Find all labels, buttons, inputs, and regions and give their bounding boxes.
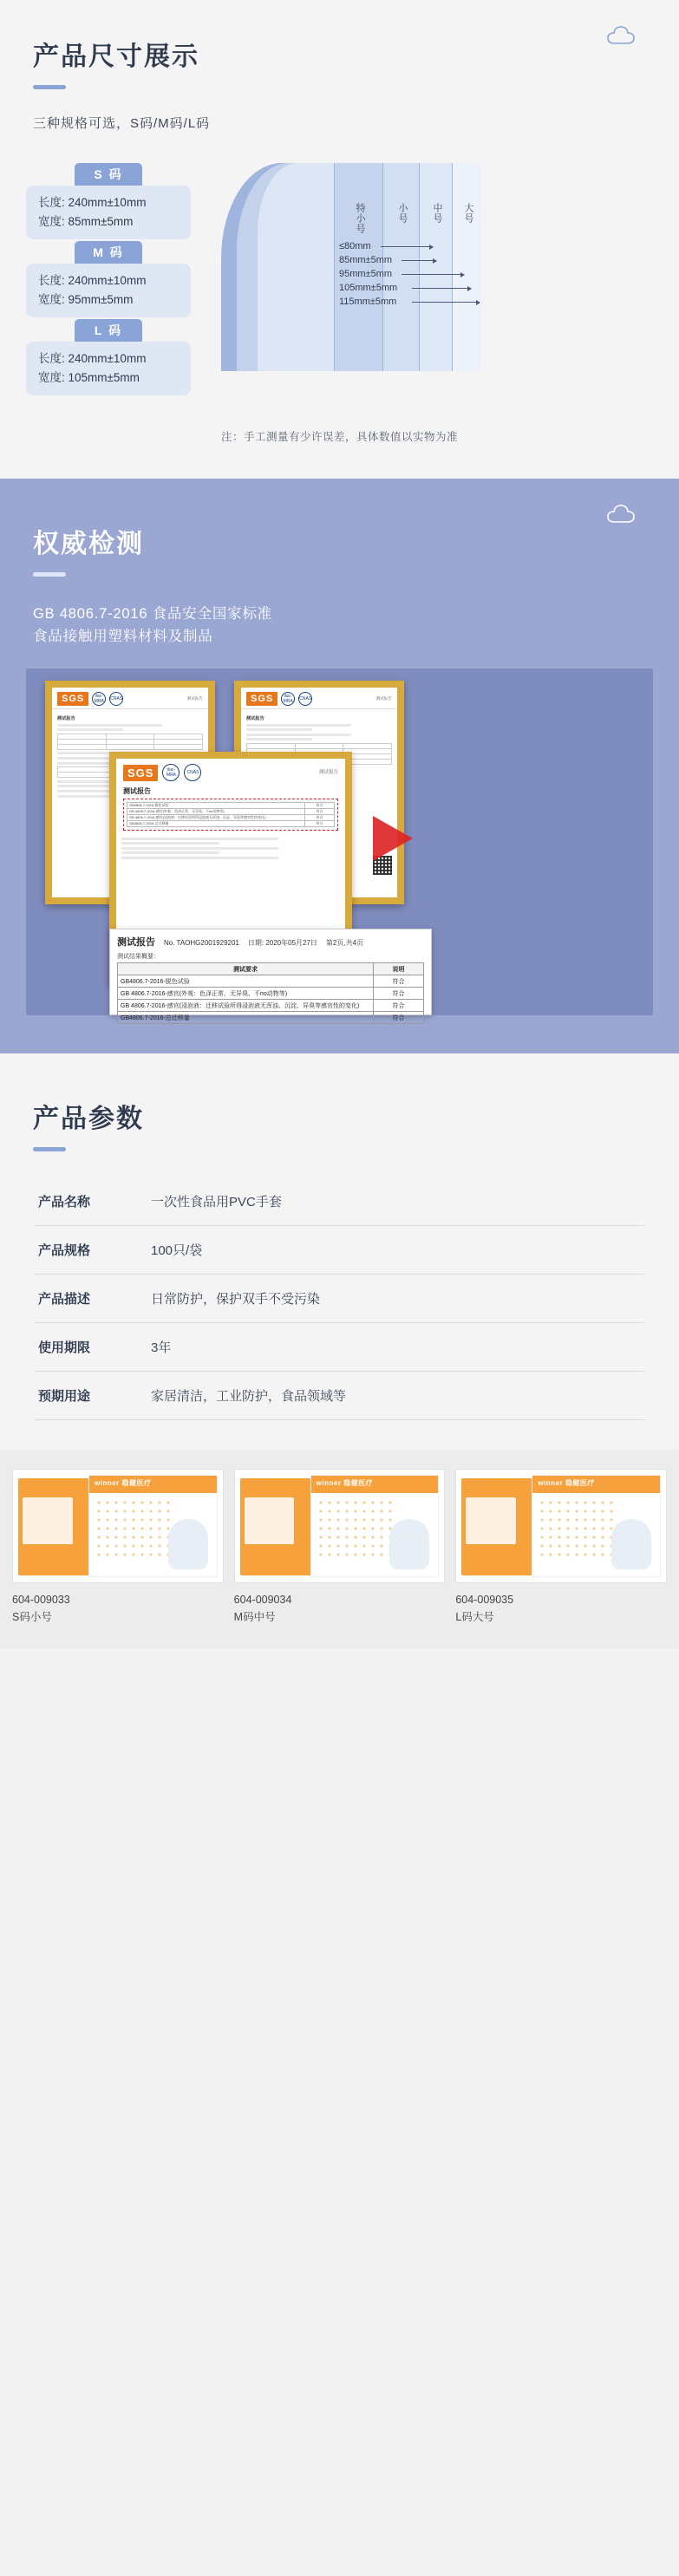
- result-note: 符合: [305, 809, 335, 815]
- size-width: 宽度: 95mm±5mm: [38, 293, 134, 306]
- result-req: GB 4806.7-2016-感官(浸泡液：迁移试验所得浸泡液无浑浊、沉淀、异臭等感官性的变化): [127, 815, 305, 821]
- report-header-text: 测试报告: [375, 696, 392, 701]
- size-band-label: 小号: [397, 203, 408, 224]
- cloud-icon: [606, 503, 641, 529]
- title-underline: [33, 572, 66, 577]
- measurement-value: 115mm±5mm: [339, 297, 397, 307]
- certificate-photo: [26, 668, 653, 1021]
- result-req: GB4806.7-2016-脱色试验: [127, 803, 305, 809]
- brand-label: winner 稳健医疗: [316, 1479, 374, 1487]
- highlighted-results-table: [123, 799, 338, 831]
- brand-label: winner 稳健医疗: [95, 1479, 152, 1487]
- cnas-icon: CNAS: [184, 764, 201, 781]
- product-card-l[interactable]: [455, 1469, 667, 1624]
- brand-label: winner 稳健医疗: [538, 1479, 595, 1487]
- product-image: [455, 1469, 667, 1583]
- parameters-table: [35, 1177, 644, 1420]
- product-box-front: [532, 1475, 661, 1577]
- size-width: 宽度: 105mm±5mm: [38, 371, 140, 384]
- center-doc-title: 测试报告: [123, 787, 151, 795]
- product-name: M码中号: [233, 1611, 276, 1623]
- sgs-logo: SGS: [57, 692, 88, 706]
- product-image: [234, 1469, 446, 1583]
- report-header-text: 测试报告: [186, 696, 203, 701]
- table-row: [118, 1012, 424, 1024]
- cloud-icon: [606, 24, 641, 50]
- size-card-l: [26, 319, 191, 395]
- glove-illustration: [221, 163, 481, 371]
- glove-shape-inner: [258, 163, 334, 371]
- product-image: [12, 1469, 224, 1583]
- size-section: [0, 0, 679, 479]
- param-value: 100只/袋: [147, 1226, 644, 1275]
- report-results-table: [117, 962, 424, 1024]
- table-row: [118, 975, 424, 988]
- table-row: [35, 1275, 644, 1323]
- report-req: GB 4806.7-2016-感官(浸泡液：迁移试验所得浸泡液无浑浊、沉淀、异臭等感官性的变化): [118, 1000, 374, 1012]
- measurement-row: [339, 281, 401, 295]
- cnas-icon: CNAS: [109, 692, 123, 706]
- size-badge: M 码: [75, 241, 142, 264]
- product-box-side: [240, 1478, 311, 1575]
- report-note: 符合: [374, 975, 424, 988]
- measurement-value: 95mm±5mm: [339, 269, 393, 279]
- size-band-label: 特小号: [355, 203, 365, 234]
- size-badge: S 码: [75, 163, 142, 186]
- product-code: 604-009034: [233, 1594, 292, 1606]
- table-row: [118, 1000, 424, 1012]
- size-band-m: [419, 163, 452, 371]
- product-code: 604-009033: [12, 1594, 70, 1606]
- doc-section-title: 测试报告: [57, 716, 75, 721]
- measurement-row: [339, 295, 401, 309]
- size-band-label: 大号: [463, 203, 473, 224]
- product-box-front: [88, 1475, 218, 1577]
- sgs-logo: SGS: [123, 765, 158, 781]
- report-number: No. TAOHG2001929201: [164, 939, 239, 947]
- report-req: GB 4806.7-2016-感官(外观：色泽正常、无异臭、不по动物等): [118, 988, 374, 1000]
- size-band-l: [452, 163, 481, 371]
- measurement-row: [339, 253, 401, 267]
- hand-illustration: [168, 1519, 208, 1569]
- param-key: 预期用途: [35, 1372, 147, 1420]
- param-key: 产品名称: [35, 1177, 147, 1226]
- report-req: GB4806.7-2016-总迁移量: [118, 1012, 374, 1024]
- measurement-value: ≤80mm: [339, 241, 371, 251]
- measurement-value: 85mm±5mm: [339, 255, 393, 265]
- doc-section-title: 测试报告: [246, 716, 264, 721]
- report-note: 符合: [374, 1012, 424, 1024]
- table-row: [35, 1226, 644, 1275]
- size-badge: L 码: [75, 319, 142, 342]
- result-req: GB4806.7-2016-总迁移量: [127, 821, 305, 827]
- hand-illustration: [389, 1519, 429, 1569]
- size-length: 长度: 240mm±10mm: [38, 274, 147, 287]
- report-req: GB4806.7-2016-脱色试验: [118, 975, 374, 988]
- red-pointer-icon: [373, 816, 413, 861]
- certification-section: [0, 479, 679, 1053]
- result-req: GB 4806.7-2016-感官(外观：色泽正常、无异臭、不по动物等): [127, 809, 305, 815]
- measurement-note: 注：手工测量有少许误差，具体数值以实物为准: [220, 431, 458, 443]
- products-section: [0, 1450, 679, 1648]
- result-note: 符合: [305, 803, 335, 809]
- standard-text: [0, 603, 679, 648]
- param-key: 产品规格: [35, 1226, 147, 1275]
- size-width: 宽度: 85mm±5mm: [38, 215, 134, 228]
- size-length: 长度: 240mm±10mm: [38, 196, 147, 209]
- parameters-section: [0, 1053, 679, 1450]
- product-name: S码小号: [12, 1611, 52, 1623]
- cnas-icon: CNAS: [298, 692, 312, 706]
- param-value: 3年: [147, 1323, 644, 1372]
- report-note: 符合: [374, 1000, 424, 1012]
- product-name: L码大号: [455, 1611, 494, 1623]
- measurement-row: [339, 239, 401, 253]
- measurement-value: 105mm±5mm: [339, 283, 398, 293]
- result-note: 符合: [305, 821, 335, 827]
- report-header-text: 测试报告: [318, 770, 338, 775]
- standard-line-2: 食品接触用塑料材料及制品: [33, 629, 213, 644]
- measurement-row: [339, 267, 401, 281]
- param-key: 产品描述: [35, 1275, 147, 1323]
- size-length: 长度: 240mm±10mm: [38, 352, 147, 365]
- product-box-side: [461, 1478, 532, 1575]
- report-col-note: 说明: [374, 963, 424, 975]
- size-diagram: [0, 154, 679, 406]
- report-col-req: 测试要求: [118, 963, 374, 975]
- hand-illustration: [611, 1519, 651, 1569]
- title-underline: [33, 1147, 66, 1151]
- table-row: [35, 1372, 644, 1420]
- size-card-s: [26, 163, 191, 239]
- product-code: 604-009035: [455, 1594, 514, 1606]
- product-card-s[interactable]: [12, 1469, 224, 1624]
- size-band-label: 中号: [432, 203, 442, 224]
- product-box-side: [18, 1478, 89, 1575]
- ilac-mra-icon: ilac-MRA: [281, 692, 295, 706]
- param-value: 日常防护，保护双手不受污染: [147, 1275, 644, 1323]
- ilac-mra-icon: ilac-MRA: [162, 764, 180, 781]
- size-subtitle: 三种规格可选，S码/M码/L码: [33, 116, 211, 131]
- parameters-title: 产品参数: [33, 1105, 144, 1133]
- result-note: 符合: [305, 815, 335, 821]
- report-subtitle: 测试结果概要：: [117, 954, 160, 960]
- product-card-m[interactable]: [234, 1469, 446, 1624]
- param-key: 使用期限: [35, 1323, 147, 1372]
- measurement-list: [339, 239, 401, 309]
- param-value: 家居清洁，工业防护，食品领域等: [147, 1372, 644, 1420]
- report-callout: [109, 929, 432, 1021]
- table-row: [35, 1177, 644, 1226]
- table-row: [35, 1323, 644, 1372]
- standard-line-1: GB 4806.7-2016 食品安全国家标准: [33, 606, 273, 622]
- param-value: 一次性食品用PVC手套: [147, 1177, 644, 1226]
- report-page: 第2页,共4页: [325, 939, 364, 947]
- product-box-front: [310, 1475, 440, 1577]
- cert-title: 权威检测: [33, 530, 144, 558]
- table-row: [118, 988, 424, 1000]
- sgs-logo: SGS: [246, 692, 277, 706]
- report-date: 日期: 2020年05月27日: [247, 939, 317, 947]
- ilac-mra-icon: ilac-MRA: [92, 692, 106, 706]
- page-title: 产品尺寸展示: [33, 42, 199, 71]
- report-title: 测试报告: [117, 937, 155, 948]
- report-note: 符合: [374, 988, 424, 1000]
- size-card-m: [26, 241, 191, 317]
